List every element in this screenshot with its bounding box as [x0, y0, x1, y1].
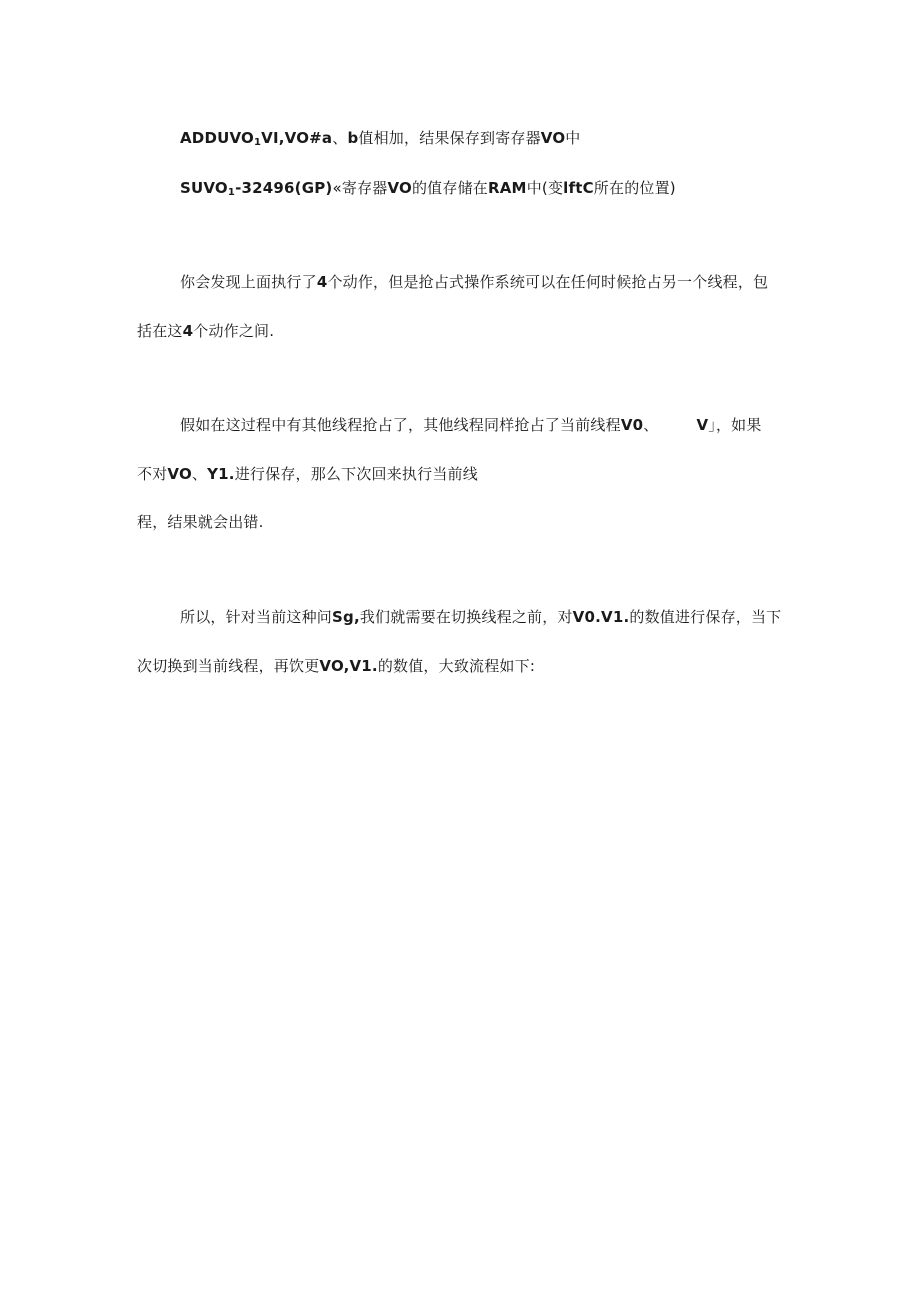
code-token: lftC — [563, 179, 594, 197]
para3-line2 — [137, 656, 535, 676]
text-run: 我们就需要在切换线程之前，对 — [359, 608, 573, 626]
para2-line2 — [137, 464, 478, 484]
text-run: 、 — [643, 416, 659, 434]
code-comment: 中 — [565, 129, 581, 147]
text-run: V0.V1. — [572, 608, 630, 626]
text-run: 进行保存，那么下次回来执行当前线 — [234, 465, 478, 483]
text-run: 假如在这过程中有其他线程抢占了，其他线程同样抢占了当前线程 — [180, 416, 621, 434]
para3-line1 — [180, 607, 781, 627]
text-run: V — [696, 416, 709, 434]
text-run: 次切换到当前线程，再饮更 — [137, 657, 320, 675]
code-comment: 中(变 — [526, 179, 564, 197]
code-comment: 值相加，结果保存到寄存器 — [358, 129, 541, 147]
text-run: V0 — [620, 416, 644, 434]
text-run: 所以，针对当前这种问 — [180, 608, 333, 626]
code-token: VO — [540, 129, 566, 147]
code-token: SUVO — [180, 179, 228, 197]
text-run: 的数值进行保存，当下 — [629, 608, 782, 626]
code-token: b — [347, 129, 359, 147]
text-run: 不对 — [137, 465, 168, 483]
text-run: 4 — [316, 273, 328, 291]
code-line-sw — [180, 178, 676, 203]
text-run: 的数值，大致流程如下: — [377, 657, 536, 675]
code-token: VO — [387, 179, 412, 197]
code-token: VI,VO#a — [261, 129, 333, 147]
code-token: -32496(GP) — [235, 179, 333, 197]
code-line-add — [180, 128, 581, 153]
text-run: 程，结果就会出错. — [137, 513, 264, 531]
para1-line2 — [137, 321, 274, 341]
code-comment: «寄存器 — [332, 179, 388, 197]
text-run: 个动作，但是抢占式操作系统可以在任何时候抢占另一个线程，包 — [327, 273, 769, 291]
text-run: 4 — [182, 322, 194, 340]
para2-line1 — [180, 415, 762, 435]
text-run: 」，如果 — [708, 416, 762, 434]
code-token: RAM — [488, 179, 527, 197]
text-run: 个动作之间. — [193, 322, 275, 340]
text-run: Y1. — [207, 465, 235, 483]
text-run: 你会发现上面执行了 — [180, 273, 317, 291]
code-subscript: 1 — [227, 187, 236, 198]
text-run: 括在这 — [137, 322, 183, 340]
code-token: 、 — [332, 129, 348, 147]
text-run: VO,V1. — [319, 657, 378, 675]
code-subscript: 1 — [254, 137, 262, 148]
para1-line1 — [180, 272, 768, 292]
code-comment: 的值存储在 — [411, 179, 488, 197]
text-run: 、 — [191, 465, 208, 483]
code-token: ADDUVO — [180, 129, 254, 147]
text-run: VO — [167, 465, 192, 483]
para2-line3 — [137, 512, 264, 532]
text-run: Sg, — [332, 608, 360, 626]
code-comment: 所在的位置) — [593, 179, 676, 197]
